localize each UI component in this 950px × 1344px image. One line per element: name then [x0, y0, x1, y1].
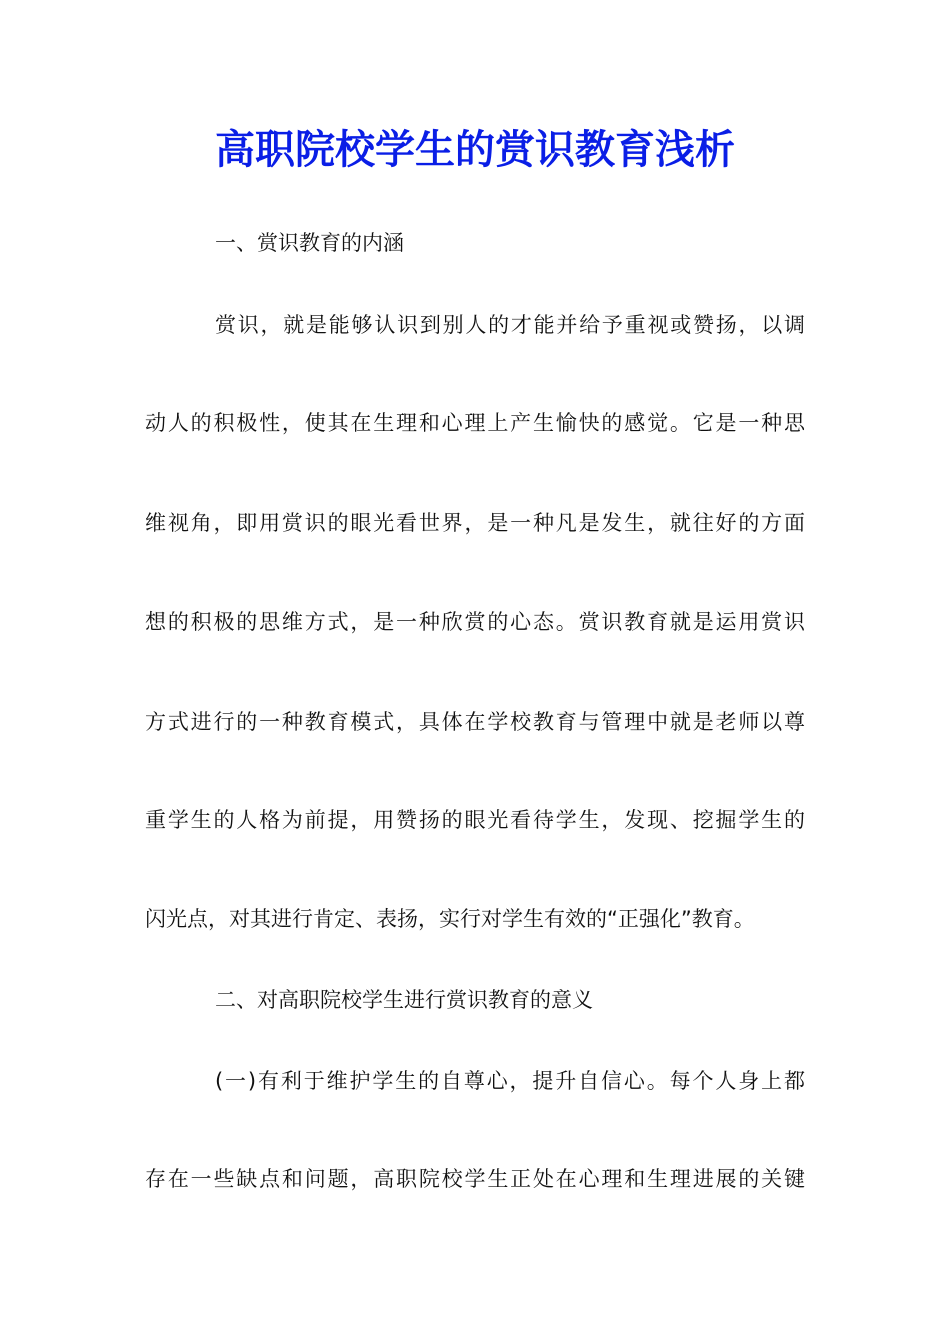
section-heading-1: 一、赏识教育的内涵 [215, 231, 404, 255]
paragraph-1-line-2: 动人的积极性，使其在生理和心理上产生愉快的感觉。它是一种思 [145, 411, 805, 435]
paragraph-1-line-1: 赏识，就是能够认识到别人的才能并给予重视或赞扬，以调 [215, 313, 805, 337]
paragraph-1-line-7: 闪光点，对其进行肯定、表扬，实行对学生有效的“正强化”教育。 [145, 907, 755, 931]
paragraph-1-line-5: 方式进行的一种教育模式，具体在学校教育与管理中就是老师以尊 [145, 710, 805, 734]
document-title: 高职院校学生的赏识教育浅析 [215, 126, 735, 173]
paragraph-1-line-3: 维视角，即用赏识的眼光看世界，是一种凡是发生，就往好的方面 [145, 511, 805, 535]
paragraph-2-line-1: (一)有利于维护学生的自尊心，提升自信心。每个人身上都 [215, 1069, 805, 1093]
paragraph-2-line-2: 存在一些缺点和问题，高职院校学生正处在心理和生理进展的关键 [145, 1167, 805, 1191]
paragraph-1-line-6: 重学生的人格为前提，用赞扬的眼光看待学生，发现、挖掘学生的 [145, 808, 805, 832]
section-heading-2: 二、对高职院校学生进行赏识教育的意义 [215, 988, 593, 1012]
paragraph-1-line-4: 想的积极的思维方式，是一种欣赏的心态。赏识教育就是运用赏识 [145, 610, 805, 634]
